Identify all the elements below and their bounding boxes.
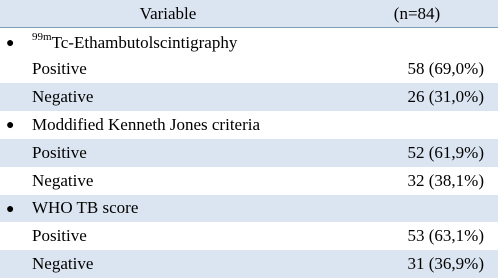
header-variable: Variable bbox=[0, 0, 336, 28]
row-label: Negative bbox=[0, 83, 336, 111]
header-n: (n=84) bbox=[336, 0, 498, 28]
row-label: Negative bbox=[32, 170, 94, 190]
table-row bbox=[0, 83, 498, 111]
table-row bbox=[0, 56, 498, 84]
isotope-superscript: 99m bbox=[32, 30, 52, 43]
row-label: Positive bbox=[32, 59, 87, 79]
group-title: Tc-Ethambutolscintigraphy bbox=[51, 32, 238, 52]
row-label: Negative bbox=[0, 250, 336, 278]
row-label: Positive bbox=[32, 226, 87, 246]
group-title: Moddified Kenneth Jones criteria bbox=[32, 115, 261, 135]
table-row bbox=[0, 139, 498, 167]
row-value: 26 (31,0%) bbox=[336, 83, 498, 111]
table-row bbox=[0, 250, 498, 278]
group-row-scintigraphy bbox=[0, 28, 498, 56]
row-value: 53 (63,1%) bbox=[407, 226, 484, 246]
group-row-kenneth-jones bbox=[0, 111, 498, 139]
table-row bbox=[0, 167, 498, 195]
bullet-icon: ● bbox=[6, 118, 15, 134]
table-header-row bbox=[0, 0, 498, 28]
row-value: 58 (69,0%) bbox=[407, 59, 484, 79]
bullet-icon: ● bbox=[6, 201, 15, 217]
table-row bbox=[0, 222, 498, 250]
group-title: WHO TB score bbox=[32, 198, 139, 218]
row-value: 32 (38,1%) bbox=[407, 170, 484, 190]
row-value: 31 (36,9%) bbox=[336, 250, 498, 278]
row-value: 52 (61,9%) bbox=[336, 139, 498, 167]
row-label: Positive bbox=[0, 139, 336, 167]
group-row-who-tb bbox=[0, 195, 498, 223]
bullet-icon: ● bbox=[6, 36, 15, 52]
